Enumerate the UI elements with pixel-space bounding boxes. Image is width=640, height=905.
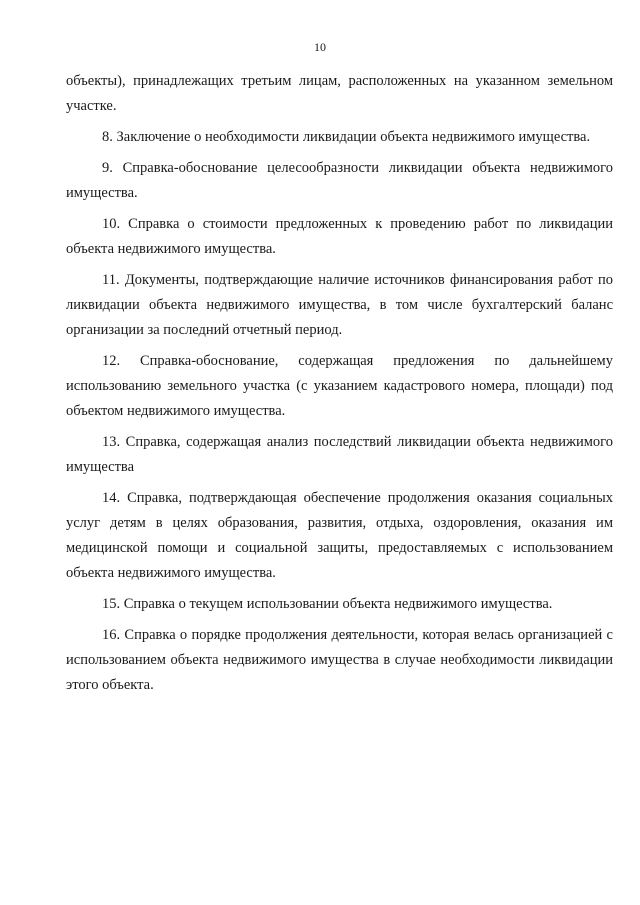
paragraph: 11. Документы, подтверждающие наличие источников финансирования работ по ликвидации объекта недвижимого имущества, в том числе бухгалтерский баланс организации за последний отчетный период. bbox=[66, 272, 613, 338]
paragraph: 14. Справка, подтверждающая обеспечение продолжения оказания социальных услуг детям в целях образования, развития, отдыха, оздоровления, оказания им медицинской помощи и социальной защиты, предоставляемых с использованием объекта недвижимого имущества. bbox=[66, 490, 613, 581]
paragraph: 15. Справка о текущем использовании объекта недвижимого имущества. bbox=[102, 596, 553, 612]
paragraph: 12. Справка-обоснование, содержащая предложения по дальнейшему использованию земельного участка (с указанием кадастрового номера, площади) под объектом недвижимого имущества. bbox=[66, 353, 613, 419]
paragraph: 10. Справка о стоимости предложенных к проведению работ по ликвидации объекта недвижимого имущества. bbox=[66, 216, 613, 257]
paragraph: 8. Заключение о необходимости ликвидации объекта недвижимого имущества. bbox=[102, 129, 591, 145]
page-number: 10 bbox=[314, 40, 326, 54]
document-body bbox=[66, 69, 613, 698]
paragraph: 9. Справка-обоснование целесообразности ликвидации объекта недвижимого имущества. bbox=[66, 160, 613, 201]
paragraph: 16. Справка о порядке продолжения деятельности, которая велась организацией с использованием объекта недвижимого имущества в случае необходимости ликвидации этого объекта. bbox=[66, 627, 613, 693]
paragraph: объекты), принадлежащих третьим лицам, расположенных на указанном земельном участке. bbox=[66, 73, 613, 114]
paragraph: 13. Справка, содержащая анализ последствий ликвидации объекта недвижимого имущества bbox=[66, 434, 613, 475]
